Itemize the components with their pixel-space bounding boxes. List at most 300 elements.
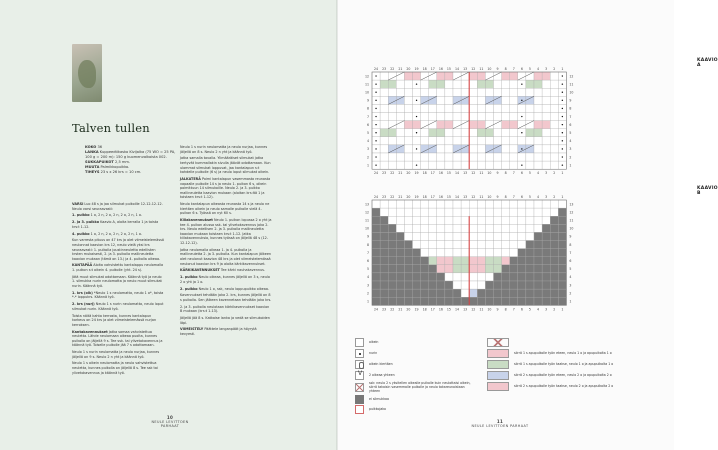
meta-value: Kuppeedtikasko Kivijalka (75 WO = 25 PA, 100 g = 200 m): 150 g kuomenvalkoista 002. (85, 150, 176, 159)
chart-cell (413, 208, 421, 216)
chart-cell (453, 257, 461, 265)
purl-dot (375, 75, 376, 76)
chart-cell (413, 216, 421, 224)
chart-cell (437, 216, 445, 224)
chart-cell (534, 241, 542, 249)
chart-cell (429, 257, 437, 265)
chart-cell (526, 241, 534, 249)
chart-cell (372, 208, 380, 216)
col-label: 21 (398, 67, 403, 71)
chart-cell (542, 249, 550, 257)
paragraph-text: 2. ja 3. puikolla neulotaan kärkikavennukset kaavion B mukaan (krs:t 1-13). (180, 304, 270, 314)
row-label: 4 (569, 139, 572, 144)
legend-symbol (355, 383, 364, 392)
chart-cell (526, 289, 534, 297)
chart-cell (453, 129, 461, 137)
chart-cell (380, 249, 388, 257)
col-label: 8 (504, 307, 507, 312)
paragraph-text: Jatka neulomalla oikeaa 1. ja 4. puikolla ja mallineuletta 2. ja 3. puikolla. Kun kantalapun jälkeen olet neulonut kaavion 48 krs ja olet viimeistelemässä neulonut kaavion krs 9 ja aloita kärkikavennukset. (180, 247, 272, 266)
chart-cell (558, 216, 566, 224)
chart-cell (494, 265, 502, 273)
col-label: 20 (406, 195, 411, 199)
chart-cell (469, 257, 477, 265)
chart-cell (421, 145, 429, 153)
col-label: 4 (537, 67, 540, 71)
chart-cell (404, 232, 412, 240)
purl-dot (416, 100, 417, 101)
row-label: 9 (366, 98, 369, 103)
chart-cell (469, 72, 477, 80)
chart-cell (445, 80, 453, 88)
col-label: 7 (512, 307, 515, 312)
chart-cell (437, 113, 445, 121)
chart-cell (437, 281, 445, 289)
row-label: 10 (569, 90, 574, 95)
chart-cell (485, 208, 493, 216)
chart-cell (388, 153, 396, 161)
row-label: 6 (569, 122, 572, 127)
row-label: 12 (569, 210, 574, 215)
row-label: 11 (569, 82, 574, 87)
chart-cell (437, 80, 445, 88)
chart-cell (453, 273, 461, 281)
chart-cell (469, 80, 477, 88)
chart-cell (510, 232, 518, 240)
instruction-paragraph (72, 291, 164, 300)
col-label: 19 (414, 67, 419, 71)
purl-dot (416, 164, 417, 165)
chart-cell (510, 208, 518, 216)
chart-cell (461, 137, 469, 145)
chart-cell (550, 216, 558, 224)
chart-cell (477, 224, 485, 232)
paragraph-text: Päättele langanpäät ja höyrytä kevyesti. (180, 327, 257, 337)
chart-cell (429, 104, 437, 112)
chart-cell (534, 129, 542, 137)
book-gutter (336, 0, 338, 450)
meta-key: MUUTA (85, 165, 100, 169)
chart-cell (388, 289, 396, 297)
chart-cell (396, 297, 404, 305)
chart-cell (518, 265, 526, 273)
chart-cell (453, 216, 461, 224)
chart-cell (372, 257, 380, 265)
purl-dot (562, 140, 563, 141)
chart-cell (558, 241, 566, 249)
chart-cell (550, 273, 558, 281)
chart-cell (534, 153, 542, 161)
chart-cell (404, 249, 412, 257)
chart-cell (461, 80, 469, 88)
legend-item (487, 382, 657, 391)
col-label: 24 (374, 307, 379, 312)
chart-cell (502, 145, 510, 153)
chart-cell (542, 257, 550, 265)
legend-label: siirrä 2 s apupuikolle työn eteen, neulo 2 o ja apupuikolta 2 o (514, 372, 612, 377)
col-label: 16 (438, 171, 443, 176)
chart-cell (372, 249, 380, 257)
chart-cell (510, 121, 518, 129)
purl-dot (521, 164, 522, 165)
chart-cell (485, 121, 493, 129)
chart-cell (437, 208, 445, 216)
chart-cell (421, 289, 429, 297)
section-label: KANTAPÄÄ (72, 263, 93, 268)
chart-cell (485, 249, 493, 257)
chart-cell (510, 297, 518, 305)
chart-cell (477, 88, 485, 96)
footer-caption-right: NEULE LEVITTOEN PARHAAT (471, 424, 529, 428)
chart-cell (404, 72, 412, 80)
chart-cell (526, 129, 534, 137)
leaf-decoration (78, 60, 96, 88)
row-label: 7 (569, 250, 572, 255)
purl-dot (562, 100, 563, 101)
chart-cell (396, 113, 404, 121)
chart-cell (550, 145, 558, 153)
col-label: 10 (487, 67, 492, 71)
chart-cell (413, 241, 421, 249)
chart-cell (469, 153, 477, 161)
chart-cell (421, 153, 429, 161)
paragraph-text: Neulo oikeaa, kunnes jäljellä on 3 s, neulo 2 o yht ja 1 o. (180, 275, 270, 284)
chart-cell (542, 145, 550, 153)
chart-cell (477, 232, 485, 240)
section-label: 2. puikko (180, 286, 198, 291)
row-label: 9 (366, 234, 369, 239)
chart-cell (421, 200, 429, 208)
col-label: 8 (504, 195, 507, 199)
chart-cell (445, 265, 453, 273)
chart-cell (404, 257, 412, 265)
chart-cell (518, 137, 526, 145)
row-label: 3 (366, 147, 369, 152)
chart-cell (510, 281, 518, 289)
paragraph-text: Poimi kantalapun vasemmasta reunasta vapaalle puikolle 14 s ja neulo 1. puikon 6 s, oikein poimittuun 14 silmukoille. Neulo 2. ja 3. puikko mallineuletta kaavion mukaan (aloitan krs:ltä 1 ja toistaen krs:t 1-12). (180, 176, 271, 200)
legend-item (355, 382, 475, 393)
chart-cell (445, 145, 453, 153)
chart-cell (477, 216, 485, 224)
col-label: 24 (374, 67, 379, 71)
right-page (337, 0, 718, 450)
chart-cell (380, 96, 388, 104)
row-label: 1 (569, 299, 572, 304)
col-label: 9 (496, 171, 499, 176)
chart-cell (453, 88, 461, 96)
chart-cell (429, 72, 437, 80)
chart-cell (445, 104, 453, 112)
meta-key: TIHEYS (85, 170, 100, 174)
chart-cell (542, 208, 550, 216)
chart-cell (413, 88, 421, 96)
chart-cell (485, 232, 493, 240)
chart-cell (469, 200, 477, 208)
chart-cell (518, 249, 526, 257)
chart-cell (396, 80, 404, 88)
chart-cell (534, 281, 542, 289)
chart-cell (461, 224, 469, 232)
row-label: 6 (366, 258, 369, 263)
purl-dot (562, 108, 563, 109)
paragraph-text: Jatka samaa vahvistettua neuletta. Lähde neulomaan oikeaa puolta, kunnes puikolla on jäljellä 9 s. Tee ssk- tai ylivetokavennus ja käännä työ. Toiselle puikolle jää 7 s odottamaan. (72, 329, 163, 348)
chart-cell (396, 104, 404, 112)
paragraph-text: Neulo 1 s nurin neulomatta ja neulo nurjaa, kunnes jäljellä on 8 s. Neulo 2 n yht ja käännä työ. (180, 145, 268, 154)
chart-cell (380, 297, 388, 305)
chart-cell (558, 297, 566, 305)
chart-cell (469, 297, 477, 305)
instruction-paragraph (72, 202, 164, 211)
left-page (0, 0, 337, 450)
col-label: 9 (496, 195, 499, 199)
legend-symbol (487, 360, 509, 369)
purl-dot (375, 124, 376, 125)
col-label: 14 (455, 307, 460, 312)
legend-item (355, 405, 475, 414)
chart-cell (534, 224, 542, 232)
chart-cell (461, 216, 469, 224)
chart-cell (558, 265, 566, 273)
chart-cell (469, 121, 477, 129)
chart-cell (380, 265, 388, 273)
paragraph-text: Jatka samalla tavalla. Ylimääräiset silmukat jotka kertyvät kummallakin sivulla jäävät odottamaan. Kun ulommat silmukat loppuvat, jaa kantalapun s:t kahdelle puikolle (6 s) ja neulo loput silmukat oikein. (180, 156, 271, 175)
chart-cell (502, 257, 510, 265)
chart-cell (485, 265, 493, 273)
chart-cell (413, 153, 421, 161)
chart-cell (380, 153, 388, 161)
col-label: 23 (382, 171, 387, 176)
chart-cell (461, 88, 469, 96)
chart-cell (453, 232, 461, 240)
chart-cell (404, 137, 412, 145)
chart-cell (469, 208, 477, 216)
row-label: 12 (364, 210, 369, 215)
chart-cell (550, 257, 558, 265)
section-label: Kiilakavennukset (180, 218, 213, 223)
chart-cell (502, 104, 510, 112)
chart-cell (429, 297, 437, 305)
chart-cell (518, 257, 526, 265)
chart-cell (518, 241, 526, 249)
section-label: 2. ja 3. puikko (72, 220, 100, 225)
chart-cell (550, 265, 558, 273)
chart-cell (461, 113, 469, 121)
chart-cell (477, 113, 485, 121)
chart-cell (372, 265, 380, 273)
col-label: 1 (561, 171, 564, 176)
chart-cell (542, 129, 550, 137)
paragraph-text: Neulo 1. puikon lopussa 2 o yht ja tee 4. puikon alussa ssk- tai ylivetokavennus joka 2. krs. Neulo edellisen 2. ja 3. puikolla mallineuletta kaavion mukaan toistaen krs:t 1-12. Jatka kiilakavennuksia, kunnes työssä on jäljellä 48 s (12-12-12-12). (180, 218, 272, 246)
paragraph-text: Aloita vahvistettu kantalappu neulomalla 1. puikon s:t oikein 4. puikolle (yht. 24 s). (72, 263, 164, 273)
chart-cell (437, 224, 445, 232)
chart-cell (380, 216, 388, 224)
chart-cell (437, 129, 445, 137)
row-label: 3 (366, 283, 369, 288)
chart-cell (461, 241, 469, 249)
purl-dot (416, 132, 417, 133)
section-label: KÄRKIKAVENNUKSET (180, 268, 220, 273)
chart-cell (421, 297, 429, 305)
col-label: 23 (382, 307, 387, 312)
chart-cell (404, 80, 412, 88)
chart-cell (437, 273, 445, 281)
chart-cell (534, 297, 542, 305)
row-label: 8 (366, 242, 369, 247)
chart-cell (388, 208, 396, 216)
chart-cell (453, 72, 461, 80)
chart-cell (518, 153, 526, 161)
section-label: 1. puikko (180, 275, 198, 280)
row-label: 3 (569, 283, 572, 288)
chart-cell (534, 104, 542, 112)
instruction-paragraph (72, 314, 164, 328)
chart-cell (542, 137, 550, 145)
chart-cell (404, 273, 412, 281)
chart-cell (485, 257, 493, 265)
purl-dot (562, 148, 563, 149)
chart-cell (461, 96, 469, 104)
paragraph-text: Tee kärki nauhakavennus. (220, 268, 265, 273)
chart-cell (421, 129, 429, 137)
chart-cell (396, 232, 404, 240)
chart-cell (477, 145, 485, 153)
chart-cell (510, 224, 518, 232)
legend-label: siirrä 1 s apupuikolle työn eteen, neulo 1 o ja apupuikolta 1 o (514, 350, 612, 355)
row-label: 10 (364, 90, 369, 95)
chart-cell (494, 241, 502, 249)
chart-cell (445, 281, 453, 289)
chart-cell (437, 241, 445, 249)
chart-cell (380, 161, 388, 169)
row-label: 8 (569, 242, 572, 247)
chart-cell (413, 137, 421, 145)
chart-cell (445, 121, 453, 129)
page-number-left: 10 (166, 415, 174, 420)
chart-cell (421, 137, 429, 145)
col-label: 10 (487, 307, 492, 312)
chart-cell (526, 80, 534, 88)
chart-cell (413, 121, 421, 129)
chart-cell (413, 200, 421, 208)
chart-cell (388, 200, 396, 208)
col-label: 22 (390, 67, 395, 71)
chart-cell (380, 273, 388, 281)
chart-cell (429, 208, 437, 216)
instruction-paragraph (72, 232, 164, 237)
chart-cell (437, 161, 445, 169)
chart-cell (542, 88, 550, 96)
col-label: 23 (382, 67, 387, 71)
chart-cell (388, 80, 396, 88)
chart-cell (494, 216, 502, 224)
col-label: 12 (471, 67, 476, 71)
instruction-paragraph (180, 305, 272, 314)
col-label: 12 (471, 195, 476, 199)
col-label: 10 (487, 171, 492, 176)
chart-cell (550, 161, 558, 169)
chart-cell (534, 161, 542, 169)
chart-cell (494, 249, 502, 257)
chart-cell (485, 281, 493, 289)
chart-cell (534, 257, 542, 265)
chart-cell (396, 96, 404, 104)
chart-cell (461, 281, 469, 289)
purl-dot (375, 148, 376, 149)
chart-cell (510, 88, 518, 96)
chart-cell (477, 281, 485, 289)
chart-cell (510, 265, 518, 273)
col-label: 3 (545, 307, 548, 312)
col-label: 5 (528, 67, 531, 71)
col-label: 6 (520, 195, 523, 199)
chart-cell (469, 145, 477, 153)
row-label: 1 (366, 163, 369, 168)
chart-cell (542, 241, 550, 249)
purl-dot (521, 148, 522, 149)
chart-cell (494, 224, 502, 232)
chart-cell (453, 241, 461, 249)
chart-cell (404, 88, 412, 96)
section-label: Kantakavennukset (72, 329, 108, 334)
chart-cell (550, 104, 558, 112)
chart-cell (502, 249, 510, 257)
chart-cell (469, 241, 477, 249)
col-label: 3 (545, 195, 548, 199)
col-label: 9 (496, 307, 499, 312)
chart-cell (404, 96, 412, 104)
col-label: 11 (479, 67, 484, 71)
chart-cell (510, 273, 518, 281)
chart-cell (396, 281, 404, 289)
row-label: 5 (569, 130, 572, 135)
chart-cell (477, 80, 485, 88)
chart-cell (380, 281, 388, 289)
chart-cell (396, 257, 404, 265)
right-footer (470, 419, 530, 428)
chart-cell (534, 72, 542, 80)
chart-cell (453, 200, 461, 208)
col-label: 6 (520, 307, 523, 312)
meta-line (85, 150, 177, 160)
legend-label: nurin (369, 350, 378, 355)
chart-cell (445, 88, 453, 96)
chart-cell (534, 232, 542, 240)
chart-cell (413, 281, 421, 289)
legend-item (355, 395, 475, 404)
chart-cell (542, 161, 550, 169)
chart-cell (461, 161, 469, 169)
chart-cell (502, 96, 510, 104)
chart-cell (485, 161, 493, 169)
chart-cell (518, 88, 526, 96)
col-label: 7 (512, 171, 515, 176)
chart-cell (510, 145, 518, 153)
chart-cell (413, 257, 421, 265)
chart-cell (477, 72, 485, 80)
chart-cell (380, 257, 388, 265)
legend-symbol (355, 395, 364, 404)
chart-cell (429, 121, 437, 129)
instruction-paragraph (72, 238, 164, 261)
chart-cell (445, 224, 453, 232)
col-label: 11 (479, 307, 484, 312)
paragraph-text: Neulo kantalapun oikeasta reunasta 14 s ja neulo ne kiertäen oikein ja neulo samalle puikolle vielä 4. puikon 6 s. Työssä on nyt 60 s. (180, 202, 270, 216)
chart-cell (372, 200, 380, 208)
chart-cell (445, 137, 453, 145)
chart-cell (437, 88, 445, 96)
chart-cell (404, 145, 412, 153)
chart-cell (404, 104, 412, 112)
chart-cell (485, 113, 493, 121)
